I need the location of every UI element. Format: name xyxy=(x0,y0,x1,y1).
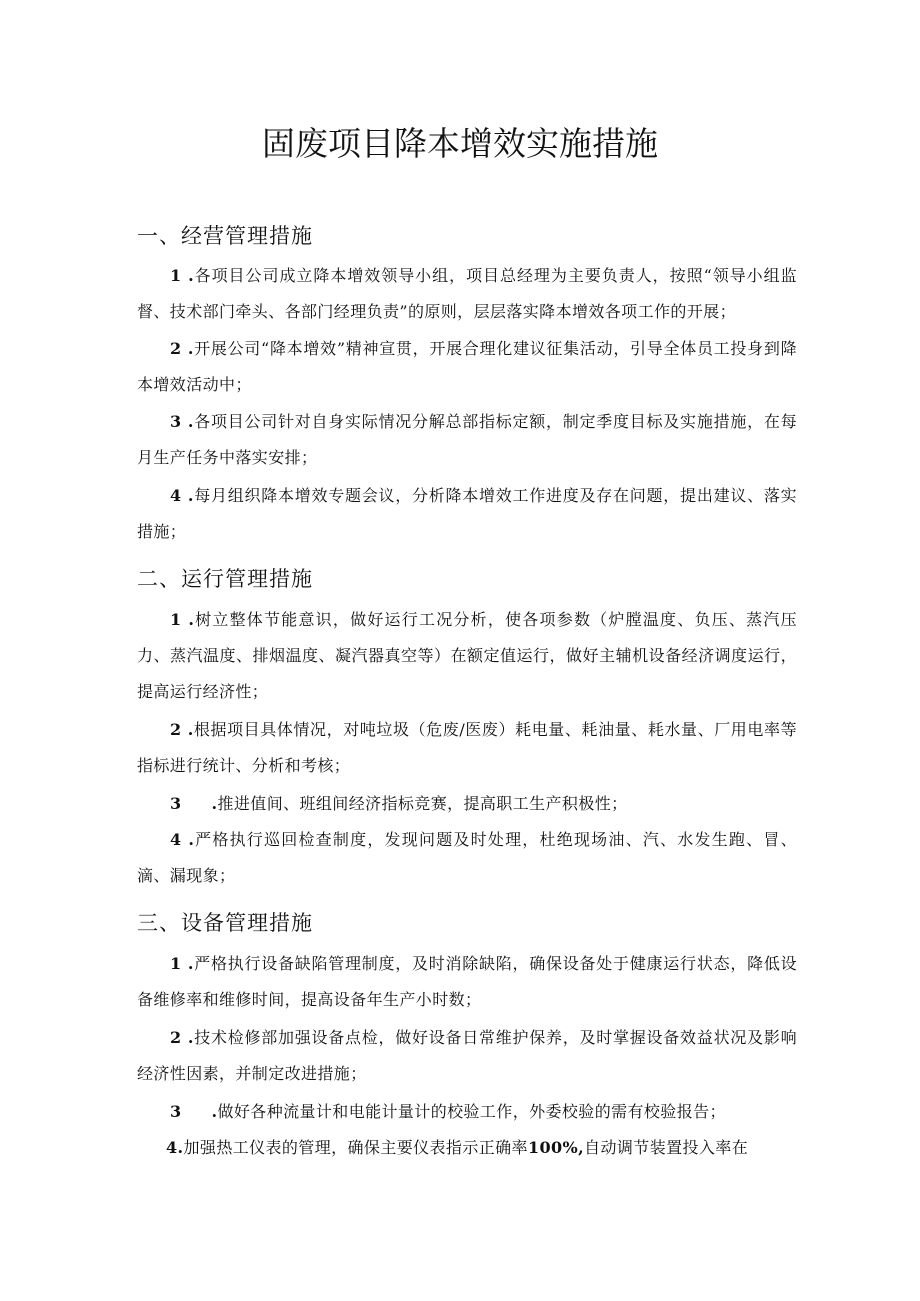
item-text: 严格执行巡回检查制度，发现问题及时处理，杜绝现场油、汽、水发生跑、冒、滴、漏现象； xyxy=(137,830,797,885)
item-text: 严格执行设备缺陷管理制度，及时消除缺陷，确保设备处于健康运行状态，降低设备维修率和维修时间，提高设备年生产小时数； xyxy=(137,954,797,1009)
item-number: 1 xyxy=(170,954,182,973)
item-text: 加强热工仪表的管理，确保主要仪表指示正确率 xyxy=(183,1138,528,1157)
list-item xyxy=(137,712,797,784)
item-separator: . xyxy=(181,830,195,849)
item-number: 3 xyxy=(170,1102,182,1121)
item-number: 2 xyxy=(170,720,182,739)
section-heading-operation-management: 二、运行管理措施 xyxy=(137,567,313,591)
item-number: 2 xyxy=(170,339,182,358)
list-item xyxy=(137,602,797,710)
item-text: 推进值间、班组间经济指标竞赛，提高职工生产积极性； xyxy=(217,794,628,813)
list-item xyxy=(137,946,797,1018)
list-item xyxy=(137,1130,797,1166)
list-item xyxy=(137,258,797,330)
item-number: 4 xyxy=(166,1138,178,1157)
item-separator: . xyxy=(181,339,194,358)
item-number: 1 xyxy=(170,266,182,285)
item-text: 技术检修部加强设备点检，做好设备日常维护保养，及时掌握设备效益状况及影响经济性因素，并制定改进措施； xyxy=(137,1028,797,1083)
item-separator: . xyxy=(181,1028,194,1047)
item-number: 1 xyxy=(170,610,182,629)
list-item xyxy=(137,1094,797,1130)
list-item xyxy=(137,404,797,476)
item-separator: . xyxy=(181,720,194,739)
list-item xyxy=(137,1020,797,1092)
list-item xyxy=(137,331,797,403)
item-separator: . xyxy=(181,954,194,973)
item-separator: . xyxy=(181,266,195,285)
list-item xyxy=(137,478,797,550)
item-text: 开展公司“降本增效”精神宣贯，开展合理化建议征集活动，引导全体员工投身到降本增效活动中； xyxy=(137,339,797,394)
item-number: 4 xyxy=(170,486,182,505)
item-number: 3 xyxy=(170,412,182,431)
item-separator: . xyxy=(181,412,194,431)
page-title: 固废项目降本增效实施措施 xyxy=(262,124,658,163)
item-text-tail: 自动调节装置投入率在 xyxy=(584,1138,749,1157)
item-separator: . xyxy=(181,610,195,629)
accuracy-rate-value: 100%, xyxy=(527,1138,585,1157)
item-number: 3 xyxy=(170,794,182,813)
section-heading-equipment-management: 三、设备管理措施 xyxy=(137,911,313,935)
item-separator: . xyxy=(181,486,194,505)
item-separator: . xyxy=(177,1138,184,1157)
item-text: 根据项目具体情况，对吨垃圾（危废/医废）耗电量、耗油量、耗水量、厂用电率等指标进行统计、分析和考核； xyxy=(137,720,797,775)
item-text: 各项目公司成立降本增效领导小组，项目总经理为主要负责人，按照“领导小组监督、技术部门牵头、各部门经理负责”的原则，层层落实降本增效各项工作的开展； xyxy=(137,266,797,321)
item-text: 每月组织降本增效专题会议，分析降本增效工作进度及存在问题，提出建议、落实措施； xyxy=(137,486,797,541)
item-text: 各项目公司针对自身实际情况分解总部指标定额，制定季度目标及实施措施，在每月生产任务中落实安排； xyxy=(137,412,797,467)
item-separator: . xyxy=(205,1102,218,1121)
item-text: 做好各种流量计和电能计量计的校验工作，外委校验的需有校验报告； xyxy=(217,1102,726,1121)
list-item xyxy=(137,786,797,822)
item-text: 树立整体节能意识，做好运行工况分析，使各项参数（炉膛温度、负压、蒸汽压力、蒸汽温度、排烟温度、凝汽器真空等）在额定值运行，做好主辅机设备经济调度运行，提高运行经济性； xyxy=(137,610,797,701)
list-item xyxy=(137,822,797,894)
item-number: 2 xyxy=(170,1028,182,1047)
item-number: 4 xyxy=(170,830,182,849)
section-heading-operations-management: 一、经营管理措施 xyxy=(137,224,313,248)
item-separator: . xyxy=(205,794,218,813)
